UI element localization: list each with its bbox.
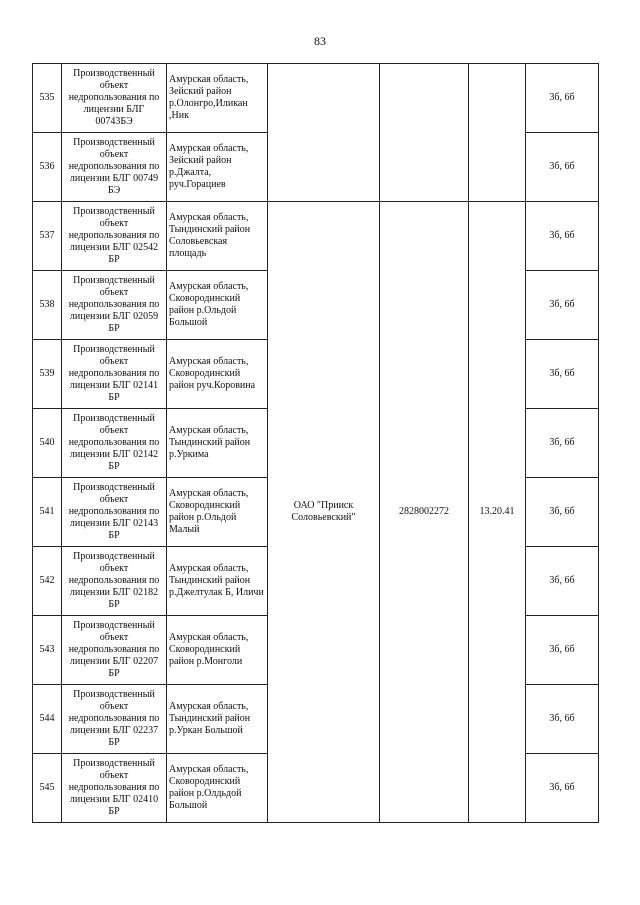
object-location: Амурская область, Тындинский район р.Уркима [167,409,268,478]
table-row [33,64,599,133]
object-name: Производственный объект недропользования по лицензии БЛГ 02237 БР [62,685,167,754]
row-number: 540 [33,409,62,478]
organization-empty [268,64,380,202]
organization-inn: 2828002272 [380,202,469,823]
hazard-classes: 3б, 6б [526,616,599,685]
registry-table [32,63,599,823]
object-name: Производственный объект недропользования по лицензии БЛГ 02143 БР [62,478,167,547]
hazard-classes: 3б, 6б [526,547,599,616]
hazard-classes: 3б, 6б [526,271,599,340]
page-number: 83 [314,34,326,48]
hazard-classes: 3б, 6б [526,202,599,271]
table-row [33,202,599,271]
object-name: Производственный объект недропользования по лицензии БЛГ 02542 БР [62,202,167,271]
object-name: Производственный объект недропользования по лицензии БЛГ 00743БЭ [62,64,167,133]
row-number: 543 [33,616,62,685]
object-location: Амурская область, Зейский район р.Джалта, руч.Горациев [167,133,268,202]
hazard-classes: 3б, 6б [526,340,599,409]
object-location: Амурская область, Сковородинский район р.Монголи [167,616,268,685]
object-name: Производственный объект недропользования по лицензии БЛГ 02207 БР [62,616,167,685]
object-location: Амурская область, Сковородинский район р.Ольдой Малый [167,478,268,547]
organization-okved: 13.20.41 [469,202,526,823]
row-number: 545 [33,754,62,823]
hazard-classes: 3б, 6б [526,478,599,547]
row-number: 538 [33,271,62,340]
object-location: Амурская область, Тындинский район р.Уркан Большой [167,685,268,754]
row-number: 544 [33,685,62,754]
row-number: 535 [33,64,62,133]
object-location: Амурская область, Тындинский район Соловьевская площадь [167,202,268,271]
okved-empty [469,64,526,202]
row-number: 536 [33,133,62,202]
inn-empty [380,64,469,202]
object-location: Амурская область, Сковородинский район руч.Коровина [167,340,268,409]
row-number: 541 [33,478,62,547]
object-name: Производственный объект недропользования по лицензии БЛГ 02182 БР [62,547,167,616]
object-name: Производственный объект недропользования по лицензии БЛГ 02059 БР [62,271,167,340]
object-name: Производственный объект недропользования по лицензии БЛГ 02410 БР [62,754,167,823]
hazard-classes: 3б, 6б [526,64,599,133]
object-location: Амурская область, Сковородинский район р.Ольдой Большой [167,271,268,340]
hazard-classes: 3б, 6б [526,685,599,754]
object-location: Амурская область, Зейский район р.Олонгро,Иликан ,Ник [167,64,268,133]
row-number: 537 [33,202,62,271]
object-name: Производственный объект недропользования по лицензии БЛГ 02141 БР [62,340,167,409]
object-location: Амурская область, Тындинский район р.Джелтулак Б, Иличи [167,547,268,616]
object-location: Амурская область, Сковородинский район р.Олдьдой Большой [167,754,268,823]
row-number: 539 [33,340,62,409]
organization-name: ОАО "Прииск Соловьевский" [268,202,380,823]
row-number: 542 [33,547,62,616]
object-name: Производственный объект недропользования по лицензии БЛГ 00749 БЭ [62,133,167,202]
hazard-classes: 3б, 6б [526,409,599,478]
object-name: Производственный объект недропользования по лицензии БЛГ 02142 БР [62,409,167,478]
hazard-classes: 3б, 6б [526,133,599,202]
hazard-classes: 3б, 6б [526,754,599,823]
